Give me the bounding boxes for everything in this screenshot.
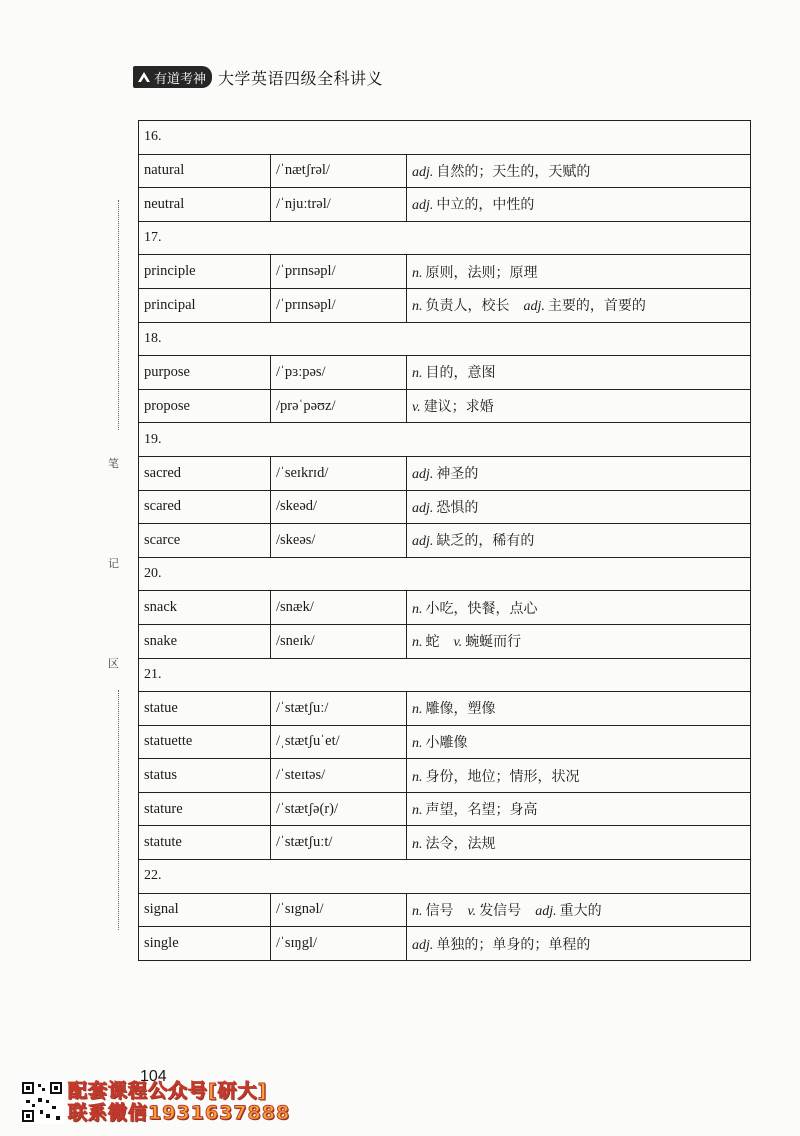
phonetic-cell: /snæk/ (271, 591, 407, 625)
word-cell: purpose (139, 356, 271, 390)
table-row (139, 692, 751, 726)
group-number: 19. (139, 423, 751, 457)
word-cell: statute (139, 826, 271, 860)
table-row (139, 826, 751, 860)
definition-cell (407, 725, 751, 759)
definition-text: 神圣的 (436, 466, 479, 483)
definition-cell (407, 826, 751, 860)
phonetic-cell: /ˈstætʃuːt/ (271, 826, 407, 860)
definition-text: 重大的 (559, 902, 602, 919)
vocabulary-table (138, 120, 751, 961)
definition-text: 恐惧的 (436, 499, 479, 516)
promo-banner (68, 1080, 290, 1124)
part-of-speech: n. (412, 803, 423, 819)
table-row (139, 154, 751, 188)
group-header-row (139, 423, 751, 457)
group-number: 16. (139, 121, 751, 155)
page-number: 104 (140, 1068, 167, 1085)
phonetic-cell: /ˈsɪŋgl/ (271, 927, 407, 961)
word-cell: scared (139, 490, 271, 524)
part-of-speech: n. (412, 735, 423, 751)
promo-line-1: 配套课程公众号[研大] (68, 1080, 268, 1102)
book-title: 大学英语四级全科讲义 (218, 68, 384, 88)
brand-label: 有道考神 (154, 71, 207, 87)
definition-cell (407, 591, 751, 625)
word-cell: principle (139, 255, 271, 289)
definition-cell (407, 288, 751, 322)
definition-cell (407, 759, 751, 793)
definition-cell (407, 524, 751, 558)
part-of-speech: n. (412, 265, 423, 281)
margin-rule-bottom (118, 690, 119, 930)
part-of-speech: n. (412, 635, 423, 651)
phonetic-cell: /skeəs/ (271, 524, 407, 558)
part-of-speech: n. (412, 769, 423, 785)
part-of-speech: adj. (523, 299, 545, 315)
group-header-row (139, 658, 751, 692)
definition-text: 法令，法规 (425, 835, 496, 852)
table-row (139, 490, 751, 524)
part-of-speech: adj. (412, 467, 434, 483)
margin-label-qu: 区 (108, 657, 119, 670)
definition-cell (407, 792, 751, 826)
definition-text: 蜿蜒而行 (465, 634, 522, 651)
definition-text: 目的，意图 (425, 365, 496, 382)
part-of-speech: v. (453, 635, 463, 651)
part-of-speech: v. (467, 903, 477, 919)
table-row (139, 759, 751, 793)
phonetic-cell: /ˈnjuːtrəl/ (271, 188, 407, 222)
word-cell: scarce (139, 524, 271, 558)
word-cell: stature (139, 792, 271, 826)
table-row (139, 288, 751, 322)
definition-text: 原则，法则；原理 (425, 264, 538, 281)
brand-badge (133, 66, 212, 88)
phonetic-cell: /skeəd/ (271, 490, 407, 524)
table-row (139, 893, 751, 927)
definition-cell (407, 490, 751, 524)
part-of-speech: adj. (412, 534, 434, 550)
page-header (133, 64, 383, 90)
word-cell: snack (139, 591, 271, 625)
word-cell: single (139, 927, 271, 961)
definition-text: 主要的，首要的 (547, 298, 646, 315)
group-number: 22. (139, 860, 751, 894)
group-header-row (139, 121, 751, 155)
definition-text: 发信号 (479, 902, 522, 919)
definition-text: 身份，地位；情形，状况 (425, 768, 580, 785)
phonetic-cell: /ˈsteɪtəs/ (271, 759, 407, 793)
part-of-speech: n. (412, 366, 423, 382)
definition-text: 声望，名望；身高 (425, 802, 538, 819)
part-of-speech: adj. (412, 198, 434, 214)
table-row (139, 188, 751, 222)
phonetic-cell: /ˈnætʃrəl/ (271, 154, 407, 188)
phonetic-cell: /prəˈpəʊz/ (271, 389, 407, 423)
phonetic-cell: /ˈpɜːpəs/ (271, 356, 407, 390)
definition-cell (407, 255, 751, 289)
table-row (139, 456, 751, 490)
part-of-speech: n. (412, 903, 423, 919)
margin-label-bi: 笔 (108, 457, 119, 470)
word-cell: natural (139, 154, 271, 188)
promo-line-2: 联系微信1931637888 (68, 1102, 291, 1124)
phonetic-cell: /ˈseɪkrɪd/ (271, 456, 407, 490)
phonetic-cell: /ˌstætʃuˈet/ (271, 725, 407, 759)
group-number: 17. (139, 221, 751, 255)
part-of-speech: n. (412, 299, 423, 315)
table-row (139, 389, 751, 423)
definition-cell (407, 624, 751, 658)
word-cell: signal (139, 893, 271, 927)
group-header-row (139, 860, 751, 894)
part-of-speech: n. (412, 836, 423, 852)
table-row (139, 356, 751, 390)
definition-text: 自然的；天生的，天赋的 (436, 163, 591, 180)
part-of-speech: v. (412, 400, 421, 416)
table-row (139, 792, 751, 826)
group-number: 20. (139, 557, 751, 591)
definition-text: 负责人，校长 (425, 298, 510, 315)
part-of-speech: adj. (412, 164, 434, 180)
definition-cell (407, 927, 751, 961)
word-cell: snake (139, 624, 271, 658)
table-row (139, 255, 751, 289)
group-number: 21. (139, 658, 751, 692)
definition-cell (407, 456, 751, 490)
definition-text: 小吃，快餐，点心 (425, 600, 538, 617)
margin-label-ji: 记 (108, 557, 119, 570)
table-row (139, 624, 751, 658)
phonetic-cell: /sneɪk/ (271, 624, 407, 658)
part-of-speech: adj. (412, 500, 434, 516)
phonetic-cell: /ˈprɪnsəpl/ (271, 255, 407, 289)
definition-text: 建议；求婚 (423, 399, 494, 416)
word-cell: status (139, 759, 271, 793)
phonetic-cell: /ˈstætʃə(r)/ (271, 792, 407, 826)
definition-cell (407, 389, 751, 423)
definition-text: 信号 (425, 902, 454, 919)
definition-cell (407, 692, 751, 726)
word-cell: neutral (139, 188, 271, 222)
table-row (139, 927, 751, 961)
group-number: 18. (139, 322, 751, 356)
definition-cell (407, 154, 751, 188)
definition-cell (407, 893, 751, 927)
group-header-row (139, 322, 751, 356)
part-of-speech: n. (412, 702, 423, 718)
word-cell: statuette (139, 725, 271, 759)
word-cell: propose (139, 389, 271, 423)
group-header-row (139, 221, 751, 255)
definition-text: 缺乏的，稀有的 (436, 533, 535, 550)
part-of-speech: adj. (412, 937, 434, 953)
word-cell: principal (139, 288, 271, 322)
qr-code-icon (20, 1080, 64, 1124)
definition-cell (407, 356, 751, 390)
group-header-row (139, 557, 751, 591)
definition-text: 单独的；单身的；单程的 (436, 936, 591, 953)
phonetic-cell: /ˈstætʃuː/ (271, 692, 407, 726)
word-cell: sacred (139, 456, 271, 490)
table-row (139, 524, 751, 558)
table-row (139, 591, 751, 625)
brand-logo-icon (137, 70, 151, 84)
table-row (139, 725, 751, 759)
definition-text: 小雕像 (425, 734, 468, 751)
part-of-speech: adj. (535, 903, 557, 919)
margin-rule-top (118, 200, 119, 430)
definition-cell (407, 188, 751, 222)
definition-text: 蛇 (425, 634, 440, 651)
phonetic-cell: /ˈprɪnsəpl/ (271, 288, 407, 322)
definition-text: 中立的，中性的 (436, 197, 535, 214)
phonetic-cell: /ˈsɪgnəl/ (271, 893, 407, 927)
part-of-speech: n. (412, 601, 423, 617)
word-cell: statue (139, 692, 271, 726)
definition-text: 雕像，塑像 (425, 701, 496, 718)
